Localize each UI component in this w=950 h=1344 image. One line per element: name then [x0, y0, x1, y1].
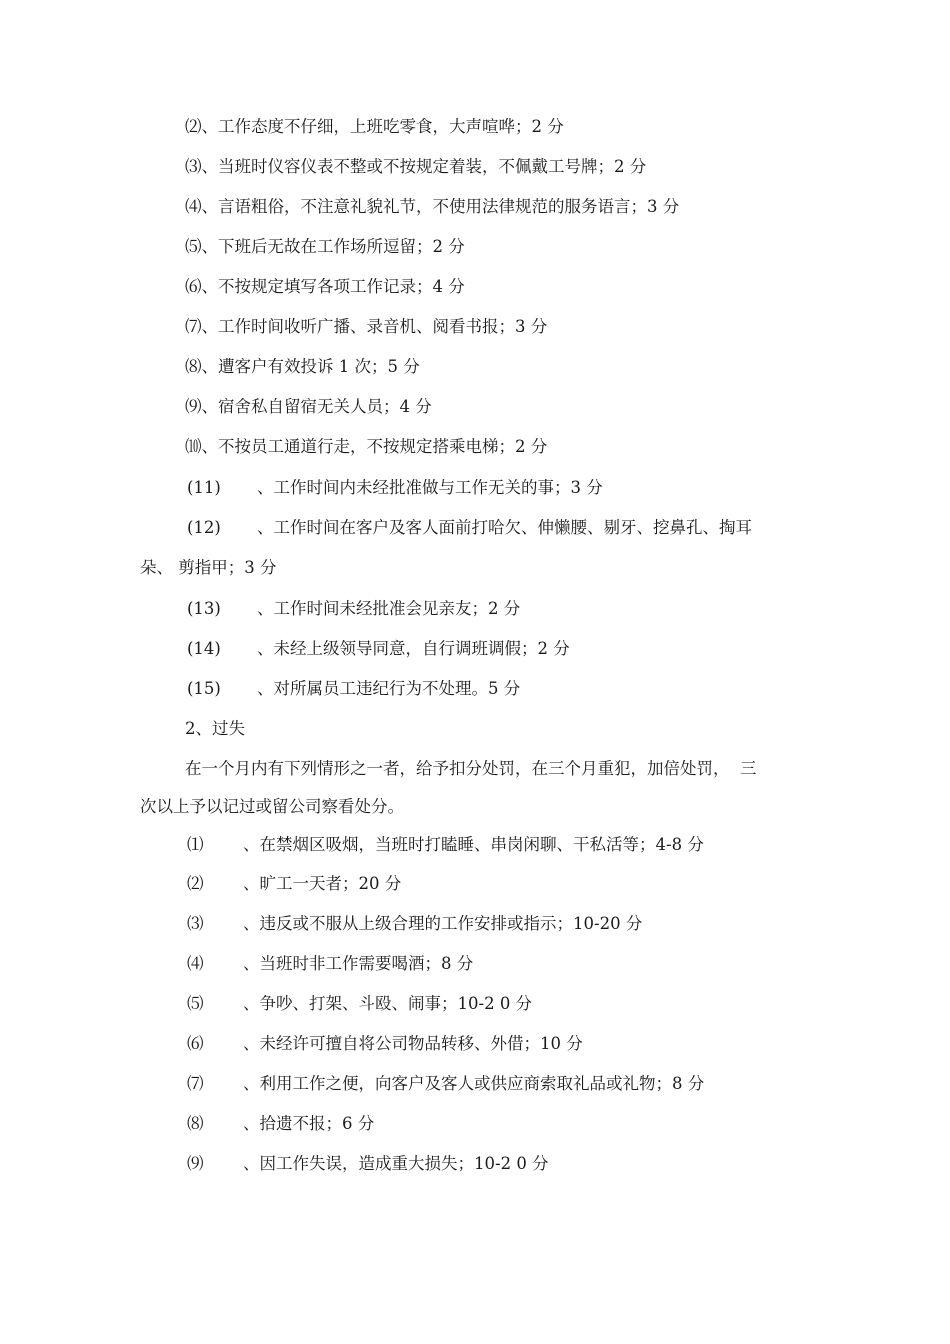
item-number: ⑷: [185, 197, 202, 216]
item-number: (14): [187, 639, 221, 658]
item-number: ⑹: [187, 1034, 204, 1053]
item-number: ⑼: [185, 397, 202, 416]
item-number: ⑺: [187, 1074, 204, 1093]
list-item: [187, 1153, 549, 1175]
list-item: [185, 196, 679, 218]
item-text: 、工作态度不仔细，上班吃零食，大声喧哗；2 分: [201, 117, 564, 136]
item-number: ⑵: [185, 117, 202, 136]
list-item: [185, 116, 564, 138]
list-item: [185, 436, 547, 458]
item-text: 、工作时间在客户及客人面前打哈欠、伸懒腰、剔牙、挖鼻孔、掏耳: [257, 518, 752, 537]
item-text: 、当班时仪容仪表不整或不按规定着装，不佩戴工号牌；2 分: [201, 157, 647, 176]
item-number: (11): [187, 478, 221, 497]
list-item: [187, 953, 473, 975]
item-text: 、不按规定填写各项工作记录；4 分: [201, 277, 465, 296]
item-text: 、当班时非工作需要喝酒；8 分: [243, 954, 474, 973]
list-item: [187, 598, 520, 620]
item-number: ⑸: [187, 994, 204, 1013]
item-text: 、利用工作之便，向客户及客人或供应商索取礼品或礼物；8 分: [243, 1074, 705, 1093]
item-text: 、工作时间内未经批准做与工作无关的事；3 分: [257, 478, 603, 497]
item-text: 、违反或不服从上级合理的工作安排或指示；10-20 分: [243, 914, 643, 933]
list-item-continuation: 朵、 剪指甲；3 分: [140, 558, 277, 577]
item-number: ⑵: [187, 874, 204, 893]
item-number: ⑽: [185, 437, 202, 456]
list-item: [187, 678, 520, 700]
item-text: 、未经上级领导同意，自行调班调假；2 分: [257, 639, 570, 658]
intro-paragraph-line: 在一个月内有下列情形之一者，给予扣分处罚，在三个月重犯，加倍处罚， 三: [185, 759, 757, 778]
item-text: 、在禁烟区吸烟，当班时打瞌睡、串岗闲聊、干私活等；4-8 分: [243, 835, 704, 854]
item-number: ⑷: [187, 954, 204, 973]
item-number: ⑶: [185, 157, 202, 176]
item-text: 、因工作失误，造成重大损失；10-2 0 分: [243, 1154, 549, 1173]
item-number: ⑻: [187, 1114, 204, 1133]
list-item: [185, 236, 465, 258]
list-item: [187, 834, 704, 856]
list-item: [187, 1073, 704, 1095]
item-text: 、争吵、打架、斗殴、闹事；10-2 0 分: [243, 994, 533, 1013]
item-text: 、工作时间未经批准会见亲友；2 分: [257, 599, 521, 618]
list-item: [187, 913, 642, 935]
section-heading: 2、过失: [185, 719, 245, 738]
list-item: [187, 638, 570, 660]
item-number: ⑺: [185, 317, 202, 336]
item-text: 、旷工一天者；20 分: [243, 874, 402, 893]
item-text: 、对所属员工违纪行为不处理。5 分: [257, 679, 521, 698]
item-text: 、拾遗不报；6 分: [243, 1114, 375, 1133]
item-number: ⑴: [187, 835, 204, 854]
item-number: ⑸: [185, 237, 202, 256]
item-text: 、工作时间收听广播、录音机、阅看书报；3 分: [201, 317, 548, 336]
item-number: ⑻: [185, 357, 202, 376]
item-text: 、宿舍私自留宿无关人员；4 分: [201, 397, 432, 416]
item-number: ⑹: [185, 277, 202, 296]
list-item: [185, 396, 432, 418]
list-item: [187, 477, 603, 499]
item-text: 、下班后无故在工作场所逗留；2 分: [201, 237, 465, 256]
item-text: 、不按员工通道行走，不按规定搭乘电梯；2 分: [201, 437, 548, 456]
item-number: ⑼: [187, 1154, 204, 1173]
item-text: 、言语粗俗，不注意礼貌礼节，不使用法律规范的服务语言；3 分: [201, 197, 680, 216]
item-number: ⑶: [187, 914, 204, 933]
item-text: 、遭客户有效投诉 1 次；5 分: [201, 357, 420, 376]
list-item: [185, 276, 465, 298]
item-text: 、未经许可擅自将公司物品转移、外借；10 分: [243, 1034, 583, 1053]
list-item: [187, 1033, 583, 1055]
item-number: (12): [187, 518, 221, 537]
list-item: [187, 873, 401, 895]
list-item: [185, 156, 646, 178]
intro-paragraph-line: 次以上予以记过或留公司察看处分。: [140, 797, 404, 816]
list-item: [187, 517, 752, 539]
item-number: (15): [187, 679, 221, 698]
list-item: [187, 993, 532, 1015]
list-item: [187, 1113, 374, 1135]
list-item: [185, 356, 420, 378]
list-item: [185, 316, 547, 338]
item-number: (13): [187, 599, 221, 618]
